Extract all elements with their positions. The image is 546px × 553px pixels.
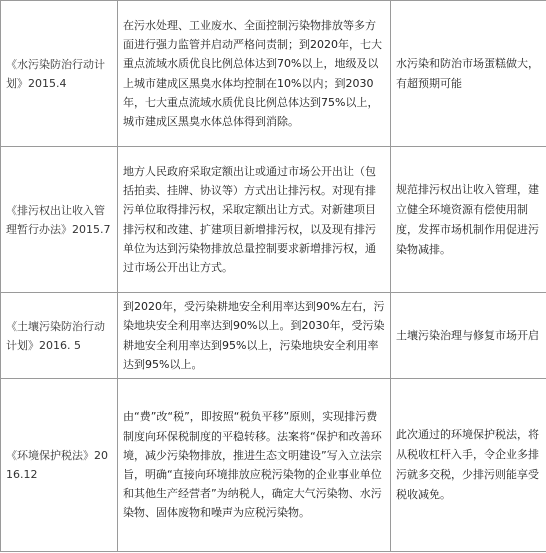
- policy-name-cell: 《排污权出让收入管理暂行办法》2015.7: [1, 147, 118, 293]
- policy-content-cell: 在污水处理、工业废水、全面控制污染物排放等多方面进行强力监管并启动严格问责制；到2020年，七大重点流域水质优良比例总体达到70%以上，地级及以上城市建成区黑臭水体均控制在10%以内；到2030年，七大重点流域水质优良比例总体达到75%以上，城市建成区黑臭水体总体得到消除。: [118, 1, 391, 147]
- policy-name-cell: 《土壤污染防治行动计划》2016. 5: [1, 293, 118, 379]
- policy-content-cell: 由“费”改“税”，即按照“税负平移”原则，实现排污费制度向环保税制度的平稳转移。法案将“保护和改善环境，减少污染物排放，推进生态文明建设”写入立法宗旨，明确“直接向环境排放应税污染物的企业事业单位和其他生产经营者”为纳税人，确定大气污染物、水污染物、固体废物和噪声为应税污染物。: [118, 379, 391, 552]
- policy-impact-cell: 水污染和防治市场蛋糕做大，有超预期可能: [391, 1, 546, 147]
- policy-content-cell: 到2020年，受污染耕地安全利用率达到90%左右，污染地块安全利用率达到90%以上。到2030年，受污染耕地安全利用率达到95%以上，污染地块安全利用率达到95%以上。: [118, 293, 391, 379]
- policy-name-cell: 《环境保护税法》2016.12: [1, 379, 118, 552]
- table-row: [1, 293, 546, 379]
- policy-impact-cell: 土壤污染治理与修复市场开启: [391, 293, 546, 379]
- table-row: [1, 147, 546, 293]
- policy-impact-cell: 此次通过的环境保护税法，将从税收杠杆入手，令企业多排污就多交税，少排污则能享受税收减免。: [391, 379, 546, 552]
- table-row: [1, 1, 546, 147]
- table-row: [1, 379, 546, 552]
- policy-content-cell: 地方人民政府采取定额出让或通过市场公开出让（包括拍卖、挂牌、协议等）方式出让排污权。对现有排污单位取得排污权，采取定额出让方式。对新建项目排污权和改建、扩建项目新增排污权，以及现有排污单位为达到污染物排放总量控制要求新增排污权，通过市场公开出让方式。: [118, 147, 391, 293]
- policy-impact-cell: 规范排污权出让收入管理，建立健全环境资源有偿使用制度，发挥市场机制作用促进污染物减排。: [391, 147, 546, 293]
- policy-name-cell: 《水污染防治行动计划》2015.4: [1, 1, 118, 147]
